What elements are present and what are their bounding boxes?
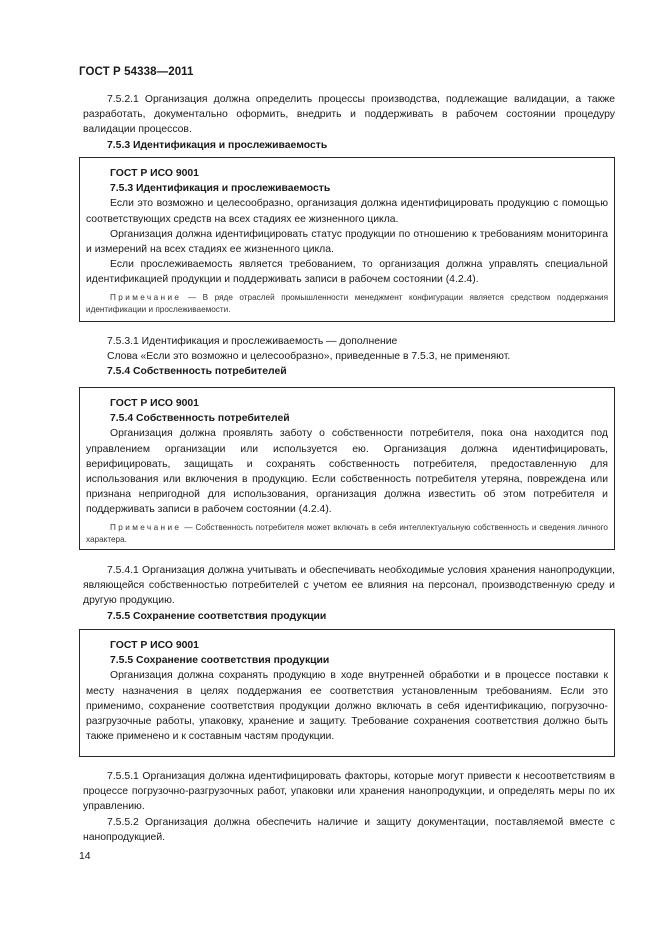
paragraph-7-5-2-1: 7.5.2.1 Организация должна определить процессы производства, подлежащие валидации, а также разработать, документально оформить, внедрить и поддерживать в рабочем состоянии процедуру валидации процессов. [83, 94, 615, 136]
note-text: — В ряде отраслей промышленности менеджмент конфигурации является средством поддержания идентификации и прослеживаемости. [86, 292, 608, 314]
paragraph-7-5-3-1-title: 7.5.3.1 Идентификация и прослеживаемость — дополнение [107, 336, 398, 347]
section-7-5-5-x [83, 769, 615, 845]
section-7-5-3-1 [83, 334, 615, 380]
box-paragraph: Если это возможно и целесообразно, организация должна идентифицировать продукцию с помощью соответствующих средств на всех стадиях ее жизненного цикла. [86, 198, 608, 225]
iso-quote-box-7-5-5 [79, 629, 615, 757]
box-standard-title: ГОСТ Р ИСО 9001 [110, 640, 199, 651]
box-note [86, 292, 608, 316]
box-paragraph: Организация должна сохранять продукцию в ходе внутренней обработки и в процессе поставки к месту назначения в целях поддержания ее соответствия установленным требованиям. Если это применимо, сохранение соответствия продукции должно включать в себя идентификацию, погрузочно-разгрузочные работы, упаковку, хранение и защиту. Требование сохранения соответствия должно быть также применено и к составным частям продукции. [86, 670, 608, 743]
box-heading: 7.5.4 Собственность потребителей [110, 413, 290, 425]
box-standard-title: ГОСТ Р ИСО 9001 [110, 168, 199, 179]
standard-code-header: ГОСТ Р 54338—2011 [79, 66, 194, 78]
note-label: Примечание [110, 292, 182, 302]
box-heading: 7.5.5 Сохранение соответствия продукции [110, 655, 330, 667]
paragraph-7-5-5-2: 7.5.5.2 Организация должна обеспечить наличие и защиту документации, поставляемой вместе с нанопродукцией. [83, 816, 615, 843]
note-label: Примечание [110, 522, 182, 532]
box-heading: 7.5.3 Идентификация и прослеживаемость [110, 183, 331, 195]
note-text: — Собственность потребителя может включать в себя интеллектуальную собственность и сведения личного характера. [86, 522, 608, 544]
box-paragraph: Организация должна проявлять заботу о собственности потребителя, пока она находится под управлением организации или используется ею. Организация должна идентифицировать, верифицировать, защищать и сохранять собственность потребителя, предоставленную для использования или включения в продукцию. Если собственность потребителя утеряна, повреждена или признана непригодной для использования, организация должна известить об этом потребителя и поддерживать записи в рабочем состоянии (4.2.4). [86, 428, 608, 516]
section-7-5-2-1 [83, 92, 615, 153]
box-paragraph: Организация должна идентифицировать статус продукции по отношению к требованиям мониторинга и измерений на всех стадиях ее жизненного цикла. [86, 228, 608, 256]
heading-7-5-3: 7.5.3 Идентификация и прослеживаемость [107, 139, 328, 151]
iso-quote-box-7-5-4 [79, 387, 615, 550]
heading-7-5-5: 7.5.5 Сохранение соответствия продукции [107, 610, 327, 622]
heading-7-5-4: 7.5.4 Собственность потребителей [107, 366, 287, 378]
box-note [86, 522, 608, 546]
box-standard-title: ГОСТ Р ИСО 9001 [110, 398, 199, 409]
section-7-5-4-1 [83, 563, 615, 624]
iso-quote-box-7-5-3 [79, 157, 615, 322]
paragraph-7-5-3-1-text: Слова «Если это возможно и целесообразно», приведенные в 7.5.3, не применяют. [107, 351, 511, 363]
page-number: 14 [79, 851, 91, 862]
box-paragraph: Если прослеживаемость является требованием, то организация должна управлять специальной идентификацией продукции и поддерживать записи в рабочем состоянии (4.2.4). [86, 259, 608, 286]
paragraph-7-5-5-1: 7.5.5.1 Организация должна идентифицировать факторы, которые могут привести к несоответствиям в процессе погрузочно-разгрузочных работ, упаковки или хранения нанопродукции, и определять меры по их управлению. [83, 771, 615, 813]
paragraph-7-5-4-1: 7.5.4.1 Организация должна учитывать и обеспечивать необходимые условия хранения нанопродукции, являющейся собственностью потребителей с учетом ее влияния на персонал, производственную среду и другую продукцию. [83, 565, 615, 607]
